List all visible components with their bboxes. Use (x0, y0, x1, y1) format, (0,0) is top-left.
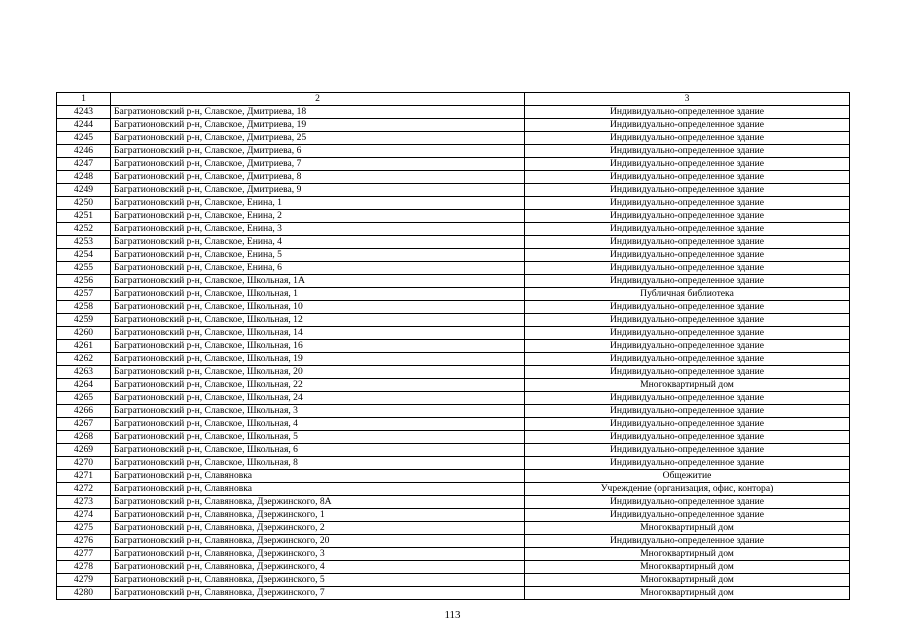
row-building-type: Индивидуально-определенное здание (525, 184, 850, 197)
row-address: Багратионовский р-н, Славское, Школьная, 19 (111, 353, 525, 366)
register-table (56, 92, 850, 600)
row-address: Багратионовский р-н, Славяновка, Дзержинского, 1 (111, 509, 525, 522)
row-address: Багратионовский р-н, Славское, Школьная, 14 (111, 327, 525, 340)
row-number: 4259 (57, 314, 111, 327)
row-building-type: Индивидуально-определенное здание (525, 106, 850, 119)
row-number: 4266 (57, 405, 111, 418)
row-number: 4278 (57, 561, 111, 574)
row-number: 4262 (57, 353, 111, 366)
row-number: 4275 (57, 522, 111, 535)
table-row (57, 106, 850, 119)
table-row (57, 171, 850, 184)
row-building-type: Индивидуально-определенное здание (525, 249, 850, 262)
row-address: Багратионовский р-н, Славяновка, Дзержинского, 3 (111, 548, 525, 561)
row-address: Багратионовский р-н, Славское, Енина, 2 (111, 210, 525, 223)
table-row (57, 301, 850, 314)
row-number: 4277 (57, 548, 111, 561)
row-building-type: Индивидуально-определенное здание (525, 366, 850, 379)
column-header-number: 1 (57, 93, 111, 106)
row-number: 4279 (57, 574, 111, 587)
row-number: 4243 (57, 106, 111, 119)
row-building-type: Индивидуально-определенное здание (525, 171, 850, 184)
row-number: 4253 (57, 236, 111, 249)
row-building-type: Индивидуально-определенное здание (525, 119, 850, 132)
row-number: 4270 (57, 457, 111, 470)
column-header-address: 2 (111, 93, 525, 106)
row-number: 4256 (57, 275, 111, 288)
row-number: 4269 (57, 444, 111, 457)
table-row (57, 275, 850, 288)
table-row (57, 509, 850, 522)
row-address: Багратионовский р-н, Славяновка, Дзержинского, 2 (111, 522, 525, 535)
row-number: 4272 (57, 483, 111, 496)
row-building-type: Индивидуально-определенное здание (525, 392, 850, 405)
table-row (57, 574, 850, 587)
row-building-type: Индивидуально-определенное здание (525, 158, 850, 171)
row-building-type: Индивидуально-определенное здание (525, 509, 850, 522)
row-building-type: Индивидуально-определенное здание (525, 405, 850, 418)
table-row (57, 379, 850, 392)
row-address: Багратионовский р-н, Славское, Дмитриева, 8 (111, 171, 525, 184)
row-building-type: Индивидуально-определенное здание (525, 314, 850, 327)
table-row (57, 470, 850, 483)
table-row (57, 535, 850, 548)
row-building-type: Индивидуально-определенное здание (525, 457, 850, 470)
row-number: 4273 (57, 496, 111, 509)
row-building-type: Индивидуально-определенное здание (525, 496, 850, 509)
table-row (57, 561, 850, 574)
row-address: Багратионовский р-н, Славяновка, Дзержинского, 20 (111, 535, 525, 548)
column-header-type: 3 (525, 93, 850, 106)
table-row (57, 327, 850, 340)
row-address: Багратионовский р-н, Славяновка, Дзержинского, 8А (111, 496, 525, 509)
row-address: Багратионовский р-н, Славское, Школьная, 24 (111, 392, 525, 405)
row-number: 4257 (57, 288, 111, 301)
row-address: Багратионовский р-н, Славское, Школьная, 5 (111, 431, 525, 444)
row-number: 4254 (57, 249, 111, 262)
row-building-type: Многоквартирный дом (525, 379, 850, 392)
row-address: Багратионовский р-н, Славское, Школьная, 1 (111, 288, 525, 301)
row-building-type: Индивидуально-определенное здание (525, 223, 850, 236)
row-address: Багратионовский р-н, Славское, Школьная, 6 (111, 444, 525, 457)
row-address: Багратионовский р-н, Славское, Енина, 5 (111, 249, 525, 262)
row-number: 4251 (57, 210, 111, 223)
row-building-type: Учреждение (организация, офис, контора) (525, 483, 850, 496)
table-row (57, 119, 850, 132)
row-number: 4260 (57, 327, 111, 340)
table-row (57, 444, 850, 457)
row-building-type: Индивидуально-определенное здание (525, 418, 850, 431)
row-address: Багратионовский р-н, Славское, Школьная, 12 (111, 314, 525, 327)
row-address: Багратионовский р-н, Славяновка, Дзержинского, 7 (111, 587, 525, 600)
row-number: 4265 (57, 392, 111, 405)
table-row (57, 288, 850, 301)
row-number: 4244 (57, 119, 111, 132)
row-building-type: Публичная библиотека (525, 288, 850, 301)
table-row (57, 158, 850, 171)
row-building-type: Индивидуально-определенное здание (525, 340, 850, 353)
table-row (57, 132, 850, 145)
row-building-type: Индивидуально-определенное здание (525, 236, 850, 249)
row-address: Багратионовский р-н, Славское, Школьная, 4 (111, 418, 525, 431)
table-header-row (57, 93, 850, 106)
row-number: 4261 (57, 340, 111, 353)
row-building-type: Индивидуально-определенное здание (525, 327, 850, 340)
row-address: Багратионовский р-н, Славское, Дмитриева, 7 (111, 158, 525, 171)
row-address: Багратионовский р-н, Славское, Дмитриева, 19 (111, 119, 525, 132)
page-number: 113 (444, 609, 461, 621)
row-number: 4245 (57, 132, 111, 145)
row-address: Багратионовский р-н, Славское, Енина, 6 (111, 262, 525, 275)
table-row (57, 236, 850, 249)
row-address: Багратионовский р-н, Славяновка (111, 470, 525, 483)
row-building-type: Общежитие (525, 470, 850, 483)
row-number: 4255 (57, 262, 111, 275)
row-building-type: Индивидуально-определенное здание (525, 132, 850, 145)
row-number: 4248 (57, 171, 111, 184)
row-address: Багратионовский р-н, Славяновка, Дзержинского, 5 (111, 574, 525, 587)
table-row (57, 184, 850, 197)
row-building-type: Индивидуально-определенное здание (525, 301, 850, 314)
table-row (57, 418, 850, 431)
row-building-type: Многоквартирный дом (525, 548, 850, 561)
row-number: 4267 (57, 418, 111, 431)
row-number: 4274 (57, 509, 111, 522)
table-row (57, 587, 850, 600)
row-number: 4264 (57, 379, 111, 392)
row-building-type: Индивидуально-определенное здание (525, 431, 850, 444)
row-number: 4249 (57, 184, 111, 197)
row-building-type: Индивидуально-определенное здание (525, 145, 850, 158)
row-building-type: Многоквартирный дом (525, 574, 850, 587)
row-address: Багратионовский р-н, Славское, Дмитриева, 25 (111, 132, 525, 145)
table-row (57, 223, 850, 236)
table-row (57, 353, 850, 366)
row-address: Багратионовский р-н, Славское, Школьная, 8 (111, 457, 525, 470)
row-building-type: Индивидуально-определенное здание (525, 210, 850, 223)
row-address: Багратионовский р-н, Славское, Школьная, 16 (111, 340, 525, 353)
row-number: 4268 (57, 431, 111, 444)
row-building-type: Многоквартирный дом (525, 561, 850, 574)
table-row (57, 197, 850, 210)
row-number: 4271 (57, 470, 111, 483)
table-row (57, 522, 850, 535)
table-row (57, 145, 850, 158)
row-address: Багратионовский р-н, Славское, Енина, 4 (111, 236, 525, 249)
table-row (57, 392, 850, 405)
row-number: 4263 (57, 366, 111, 379)
table-row (57, 249, 850, 262)
row-building-type: Индивидуально-определенное здание (525, 535, 850, 548)
row-address: Багратионовский р-н, Славское, Школьная, 20 (111, 366, 525, 379)
row-number: 4247 (57, 158, 111, 171)
table-row (57, 340, 850, 353)
table-row (57, 314, 850, 327)
row-address: Багратионовский р-н, Славское, Дмитриева, 18 (111, 106, 525, 119)
row-number: 4246 (57, 145, 111, 158)
table-row (57, 483, 850, 496)
row-number: 4252 (57, 223, 111, 236)
table-row (57, 548, 850, 561)
table-row (57, 210, 850, 223)
row-address: Багратионовский р-н, Славяновка, Дзержинского, 4 (111, 561, 525, 574)
row-address: Багратионовский р-н, Славское, Школьная, 22 (111, 379, 525, 392)
row-number: 4250 (57, 197, 111, 210)
table-row (57, 457, 850, 470)
row-address: Багратионовский р-н, Славское, Дмитриева, 9 (111, 184, 525, 197)
table-row (57, 405, 850, 418)
row-address: Багратионовский р-н, Славское, Енина, 3 (111, 223, 525, 236)
row-address: Багратионовский р-н, Славское, Школьная, 1А (111, 275, 525, 288)
row-address: Багратионовский р-н, Славское, Енина, 1 (111, 197, 525, 210)
row-building-type: Индивидуально-определенное здание (525, 262, 850, 275)
row-address: Багратионовский р-н, Славяновка (111, 483, 525, 496)
table-row (57, 262, 850, 275)
row-address: Багратионовский р-н, Славское, Школьная, 10 (111, 301, 525, 314)
row-number: 4276 (57, 535, 111, 548)
table-row (57, 431, 850, 444)
row-building-type: Индивидуально-определенное здание (525, 275, 850, 288)
table-row (57, 496, 850, 509)
table-row (57, 366, 850, 379)
table-body (57, 106, 850, 600)
row-number: 4280 (57, 587, 111, 600)
row-address: Багратионовский р-н, Славское, Школьная, 3 (111, 405, 525, 418)
row-address: Багратионовский р-н, Славское, Дмитриева, 6 (111, 145, 525, 158)
row-building-type: Многоквартирный дом (525, 587, 850, 600)
row-building-type: Индивидуально-определенное здание (525, 197, 850, 210)
row-building-type: Индивидуально-определенное здание (525, 444, 850, 457)
row-building-type: Индивидуально-определенное здание (525, 353, 850, 366)
row-number: 4258 (57, 301, 111, 314)
row-building-type: Многоквартирный дом (525, 522, 850, 535)
